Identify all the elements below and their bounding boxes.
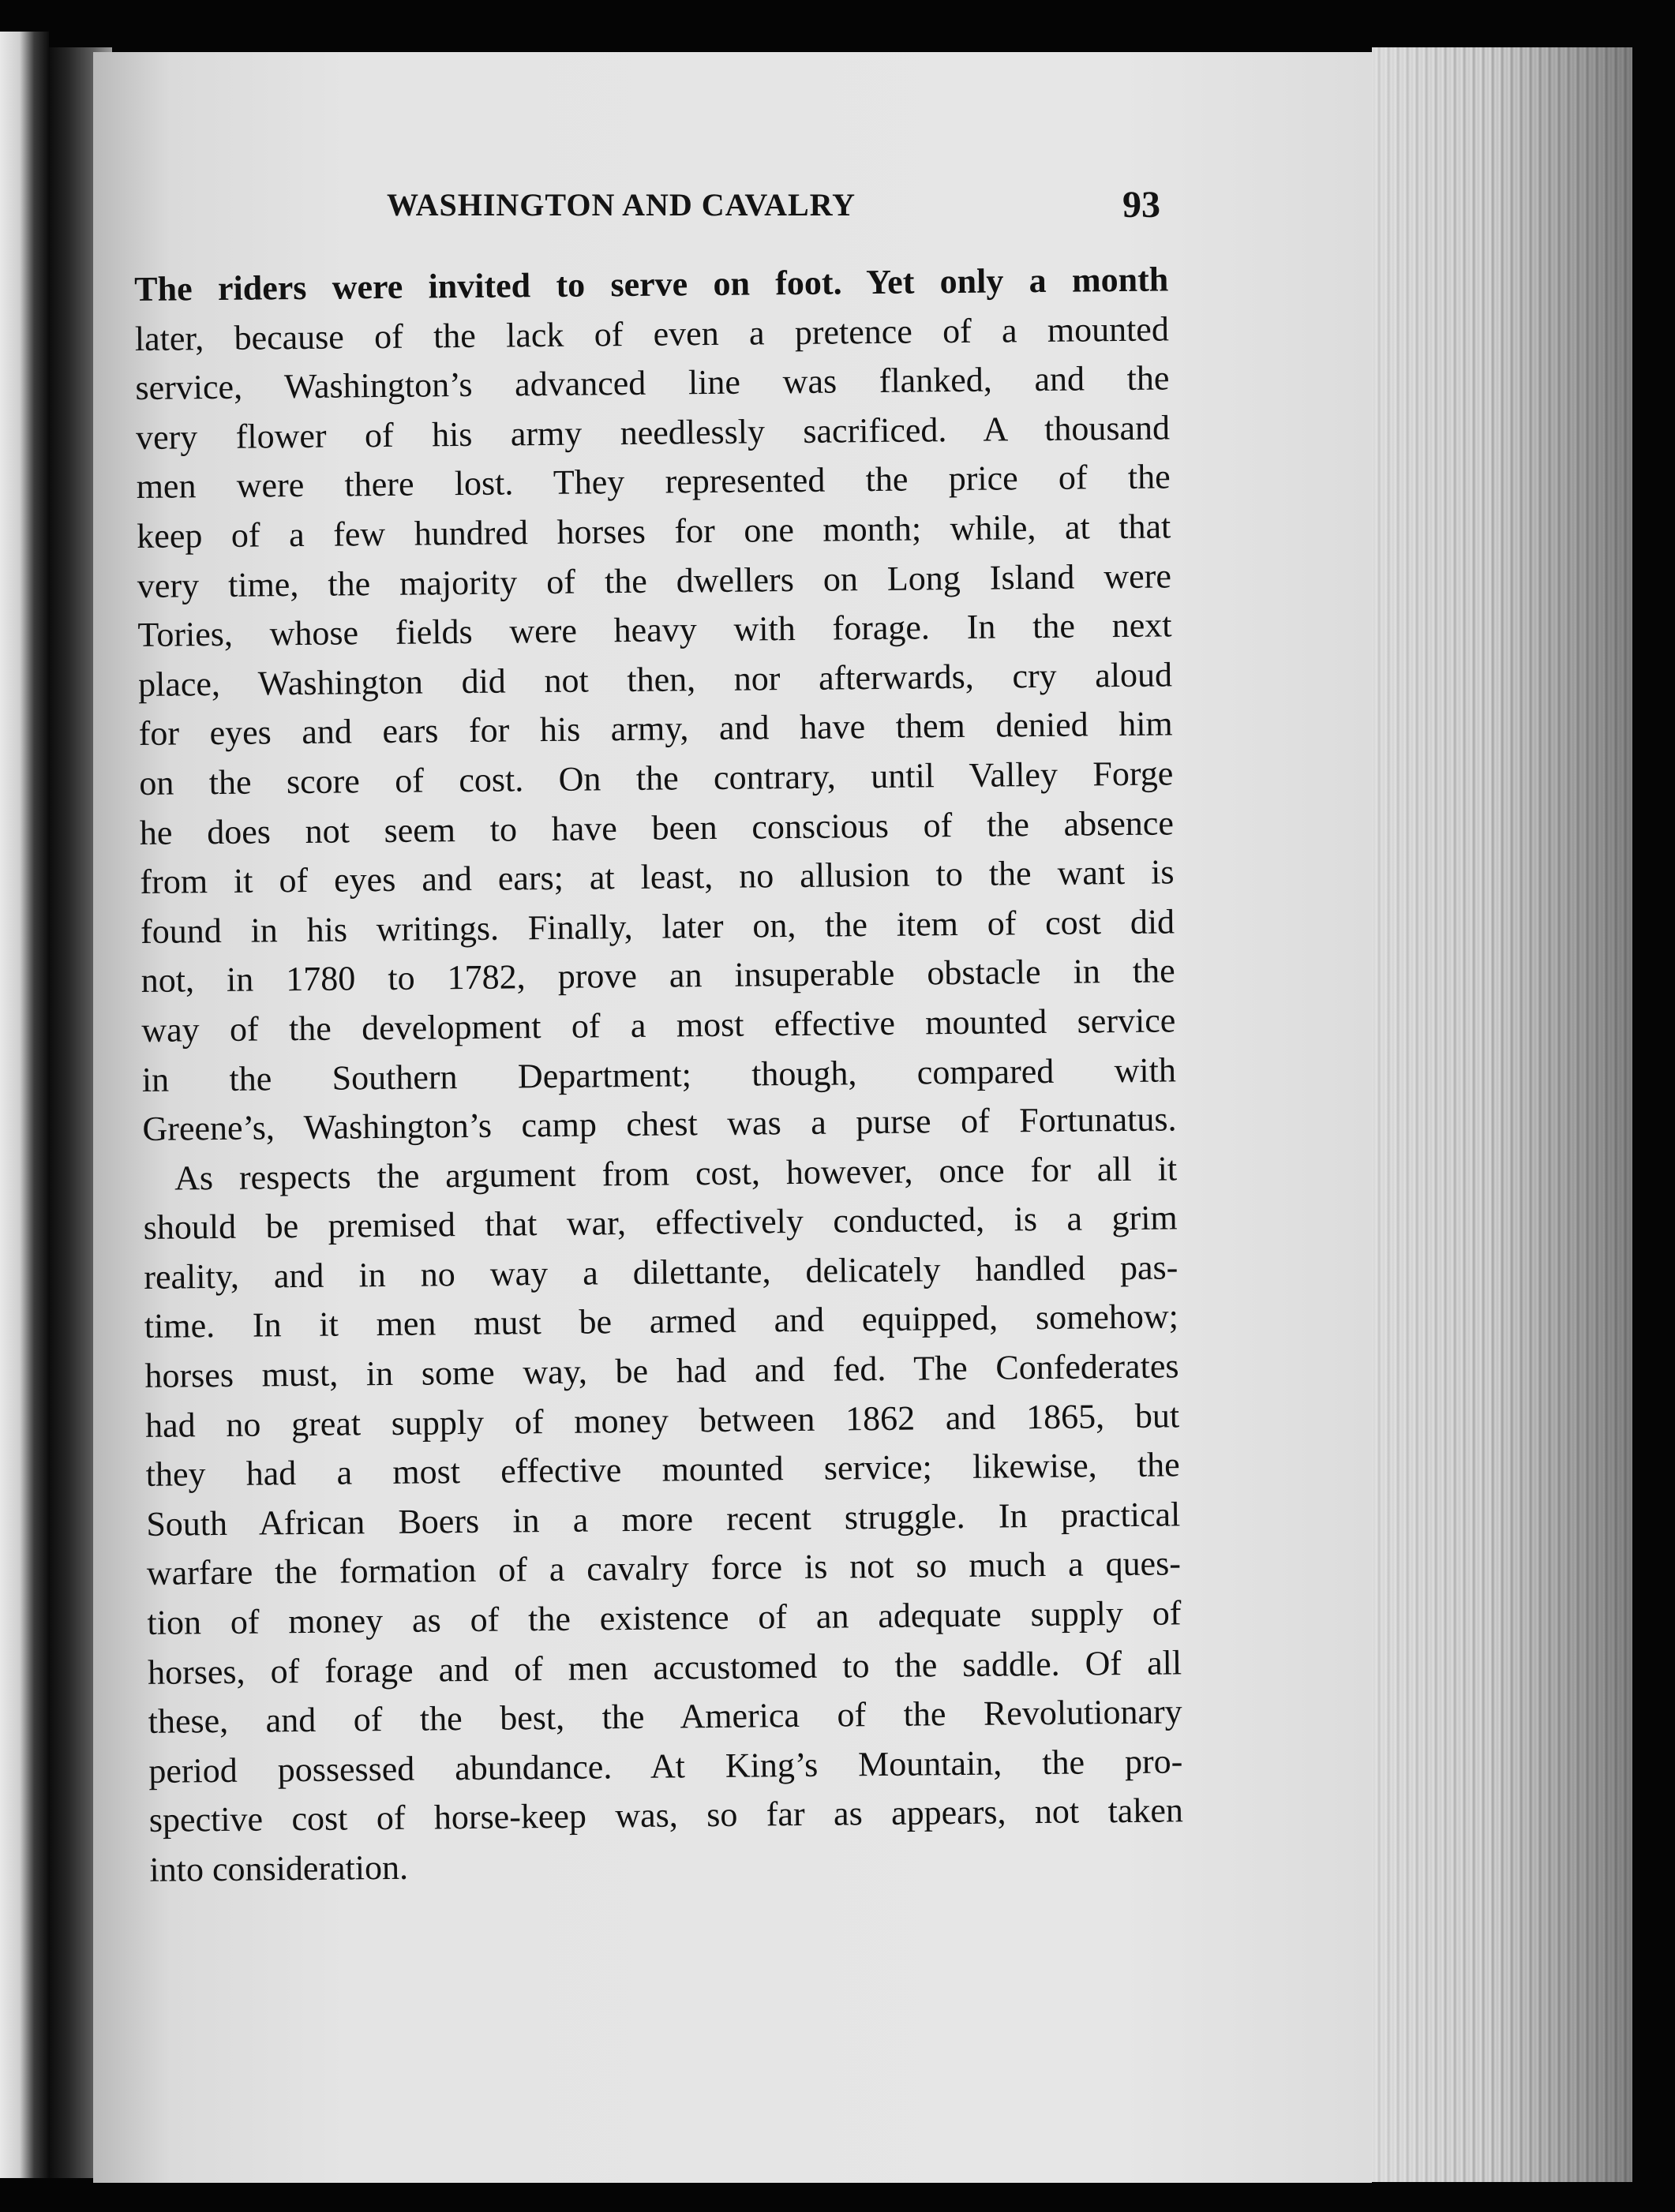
text-line: South African Boers in a more recent struggle. In practical	[146, 1495, 1181, 1544]
running-title: WASHINGTON AND CAVALRY	[387, 187, 856, 223]
text-line: men were there lost. They represented the price of the	[136, 457, 1171, 507]
body-text	[134, 255, 1184, 1895]
text-line: they had a most effective mounted service; likewise, the	[145, 1445, 1180, 1495]
text-line: found in his writings. Finally, later on, the item of cost did	[140, 902, 1175, 951]
text-line: service, Washington’s advanced line was flanked, and the	[135, 358, 1170, 408]
text-line: keep of a few hundred horses for one month; while, at that	[137, 507, 1171, 556]
text-line: Greene’s, Washington’s camp chest was a purse of Fortunatus.	[142, 1099, 1177, 1149]
text-line: place, Washington did not then, nor afterwards, cry aloud	[137, 655, 1173, 704]
text-line: horses, of forage and of men accustomed to the saddle. Of all	[147, 1642, 1182, 1692]
page-block-shadow	[1372, 47, 1632, 2182]
text-line: period possessed abundance. At King’s Mountain, the pro-	[148, 1742, 1183, 1791]
text-line: Tories, whose fields were heavy with forage. In the next	[137, 605, 1172, 655]
text-line: these, and of the best, the America of the Revolutionary	[148, 1692, 1182, 1742]
text-line: had no great supply of money between 1862 and 1865, but	[144, 1396, 1180, 1445]
page-number: 93	[1122, 184, 1160, 226]
text-line: not, in 1780 to 1782, prove an insuperable obstacle in the	[141, 951, 1175, 1001]
paragraph-2	[143, 1144, 1184, 1895]
text-line: horses must, in some way, be had and fed. The Confederates	[144, 1346, 1179, 1395]
text-line: warfare the formation of a cavalry force is not so much a ques-	[146, 1544, 1182, 1593]
paragraph-1	[134, 255, 1177, 1154]
text-line: on the score of cost. On the contrary, until Valley Forge	[139, 754, 1174, 803]
text-line: he does not seem to have been conscious of the absence	[139, 803, 1175, 852]
text-line: As respects the argument from cost, however, once for all it	[174, 1149, 1178, 1198]
text-line: very flower of his army needlessly sacrificed. A thousand	[135, 408, 1171, 457]
text-line: into consideration.	[149, 1847, 409, 1889]
text-line: in the Southern Department; though, compared with	[141, 1050, 1177, 1099]
facing-page-edge	[0, 32, 49, 2178]
text-line: very time, the majority of the dwellers on Long Island were	[137, 556, 1172, 605]
text-line: spective cost of horse-keep was, so far as appears, not taken	[148, 1791, 1184, 1840]
text-line: The riders were invited to serve on foot. Yet only a month	[134, 260, 1169, 309]
text-line: from it of eyes and ears; at least, no allusion to the want is	[140, 852, 1175, 902]
text-line: reality, and in no way a dilettante, delicately handled pas-	[144, 1248, 1178, 1297]
text-line: tion of money as of the existence of an adequate supply of	[147, 1593, 1182, 1642]
text-line: way of the development of a most effective mounted service	[141, 1001, 1176, 1050]
text-line: for eyes and ears for his army, and have them denied him	[138, 704, 1173, 754]
text-line: time. In it men must be armed and equipped, somehow;	[144, 1297, 1179, 1346]
text-line: later, because of the lack of even a pretence of a mounted	[134, 309, 1170, 358]
text-line: should be premised that war, effectively conducted, is a grim	[143, 1198, 1178, 1248]
